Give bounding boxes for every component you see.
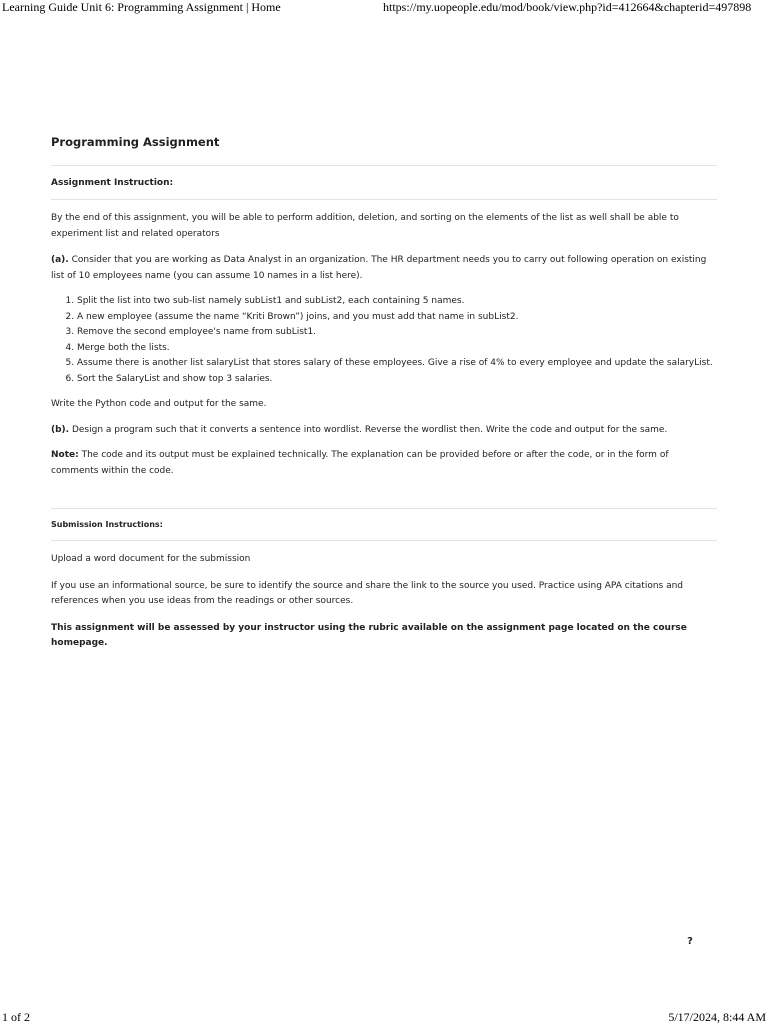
list-item: 5. Assume there is another list salaryList that stores salary of these employees. Give a rise of 4% to every employee and update the salaryList. — [77, 356, 717, 372]
section-divider — [51, 479, 717, 509]
print-header — [0, 0, 768, 16]
part-a-text: Consider that you are working as Data Analyst in an organization. The HR department needs you to carry out following operation on existing list of 10 employees name (you can assume 10 names in a list here). — [51, 255, 707, 281]
print-footer — [0, 1010, 768, 1024]
note-paragraph — [51, 448, 717, 479]
part-a-label: (a). — [51, 255, 69, 265]
page-title: Programming Assignment — [51, 134, 717, 166]
book-chapter-content — [51, 134, 717, 652]
help-button[interactable]: ? — [687, 936, 693, 947]
part-b-paragraph — [51, 423, 717, 439]
part-b-label: (b). — [51, 424, 70, 435]
intro-paragraph: By the end of this assignment, you will be able to perform addition, deletion, and sorting on the elements of the list as well shall be able to experiment list and related operators — [51, 213, 679, 239]
part-a-paragraph — [51, 253, 717, 284]
task-steps-list — [51, 294, 717, 387]
part-b-text: Design a program such that it converts a sentence into wordlist. Reverse the wordlist then. Write the code and output for the same. — [69, 424, 668, 435]
source-paragraph: If you use an informational source, be sure to identify the source and share the link to the source you used. Practice using APA citations and references when you use ideas from the readings or other sources. — [51, 580, 684, 606]
print-header-title: Learning Guide Unit 6: Programming Assignment | Home — [2, 0, 281, 14]
assignment-instruction-heading: Assignment Instruction: — [51, 166, 717, 200]
note-label: Note: — [51, 450, 79, 460]
write-code-paragraph: Write the Python code and output for the same. — [51, 399, 267, 409]
submission-instructions-heading: Submission Instructions: — [51, 509, 717, 541]
print-header-url: https://my.uopeople.edu/mod/book/view.php?id=412664&chapterid=497898 — [383, 0, 752, 14]
list-item: 1. Split the list into two sub-list namely subList1 and subList2, each containing 5 names. — [77, 294, 717, 310]
page-number: 1 of 2 — [2, 1010, 30, 1024]
list-item: 6. Sort the SalaryList and show top 3 salaries. — [77, 372, 717, 388]
upload-paragraph: Upload a word document for the submission — [51, 554, 251, 564]
note-text: The code and its output must be explained technically. The explanation can be provided before or after the code, or in the form of comments within the code. — [51, 450, 669, 476]
list-item: 2. A new employee (assume the name “Kriti Brown”) joins, and you must add that name in subList2. — [77, 310, 717, 326]
print-date: 5/17/2024, 8:44 AM — [668, 1010, 766, 1024]
assessment-paragraph: This assignment will be assessed by your instructor using the rubric available on the assignment page located on the course homepage. — [51, 622, 687, 648]
list-item: 4. Merge both the lists. — [77, 341, 717, 357]
list-item: 3. Remove the second employee's name from subList1. — [77, 325, 717, 341]
